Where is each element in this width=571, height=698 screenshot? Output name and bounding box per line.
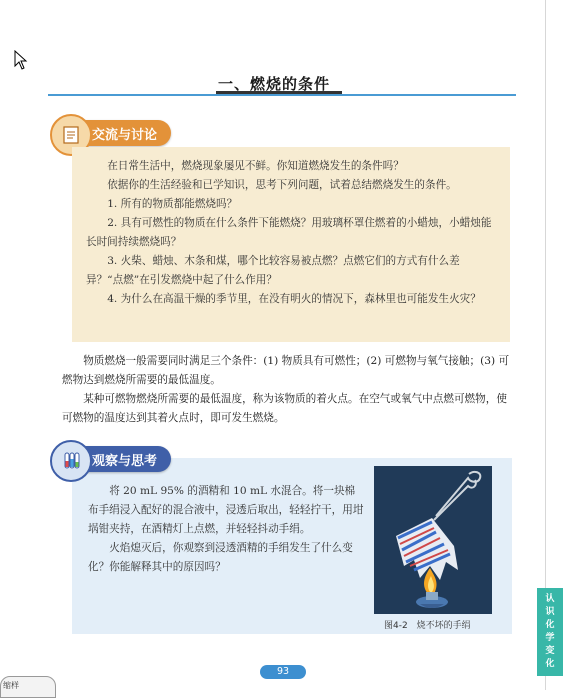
mouse-cursor-icon	[14, 50, 28, 70]
side-tab-char: 变	[545, 646, 555, 656]
discuss-question: 2. 具有可燃性的物质在什么条件下能燃烧？用玻璃杯罩住燃着的小蜡烛，小蜡烛能长时间持续燃烧吗？	[86, 217, 492, 248]
discuss-question: 1. 所有的物质都能燃烧吗？	[107, 198, 238, 210]
chapter-side-tab[interactable]	[537, 588, 563, 676]
body-paragraph-1	[62, 352, 514, 390]
figure-title: 烧不坏的手绢	[416, 621, 471, 631]
title-block	[48, 70, 516, 100]
body-paragraph-2	[62, 390, 514, 428]
discuss-question: 3. 火柴、蜡烛、木条和煤，哪个比较容易被点燃？点燃它们的方式有什么差异？“点燃”在引发燃烧中起了什么作用？	[86, 255, 460, 286]
observe-paragraph: 将 20 mL 95% 的酒精和 10 mL 水混合。将一块棉布手绢浸入配好的混合液中，浸透后取出，轻轻拧干，用坩埚钳夹持，在酒精灯上点燃，并轻轻抖动手绢。	[88, 485, 364, 535]
page-title: 一、燃烧的条件	[218, 75, 331, 93]
observe-section-badge	[56, 446, 171, 472]
discuss-question: 4. 为什么在高温干燥的季节里，在没有明火的情况下，森林里也可能发生火灾？	[107, 293, 481, 305]
observe-paragraph: 火焰熄灭后，你观察到浸透酒精的手绢发生了什么变化？你能解释其中的原因吗？	[88, 542, 353, 573]
observe-text	[88, 482, 364, 577]
page-number: 93	[260, 665, 306, 679]
side-tab-char: 化	[545, 659, 555, 669]
side-tab-char: 学	[545, 633, 555, 643]
test-tubes-icon	[50, 440, 92, 482]
side-tab-char: 化	[545, 620, 555, 630]
discuss-box	[72, 147, 510, 342]
figure-number: 图4-2	[384, 621, 408, 631]
discuss-paragraph: 依据你的生活经验和已学知识，思考下列问题，试着总结燃烧发生的条件。	[107, 179, 457, 191]
figure-caption	[384, 618, 477, 631]
body-text: 物质燃烧一般需要同时满足三个条件：(1) 物质具有可燃性；(2) 可燃物与氧气接触；(3) 可燃物达到燃烧所需要的最低温度。	[62, 355, 510, 386]
discuss-section-badge	[56, 120, 171, 146]
side-tab-char: 认	[545, 594, 555, 604]
thumbnail-tab[interactable]: 缩样	[0, 676, 56, 698]
body-text: 某种可燃物燃烧所需要的最低温度，称为该物质的着火点。在空气或氧气中点燃可燃物，使可燃物的温度达到其着火点时，即可发生燃烧。	[62, 393, 507, 424]
burning-handkerchief-photo	[374, 466, 492, 614]
side-tab-char: 识	[545, 607, 555, 617]
discuss-paragraph: 在日常生活中，燃烧现象屡见不鲜。你知道燃烧发生的条件吗？	[107, 160, 404, 172]
discuss-section-label: 交流与讨论	[92, 127, 158, 143]
observe-section-label: 观察与思考	[92, 453, 158, 469]
title-rule	[48, 94, 516, 96]
